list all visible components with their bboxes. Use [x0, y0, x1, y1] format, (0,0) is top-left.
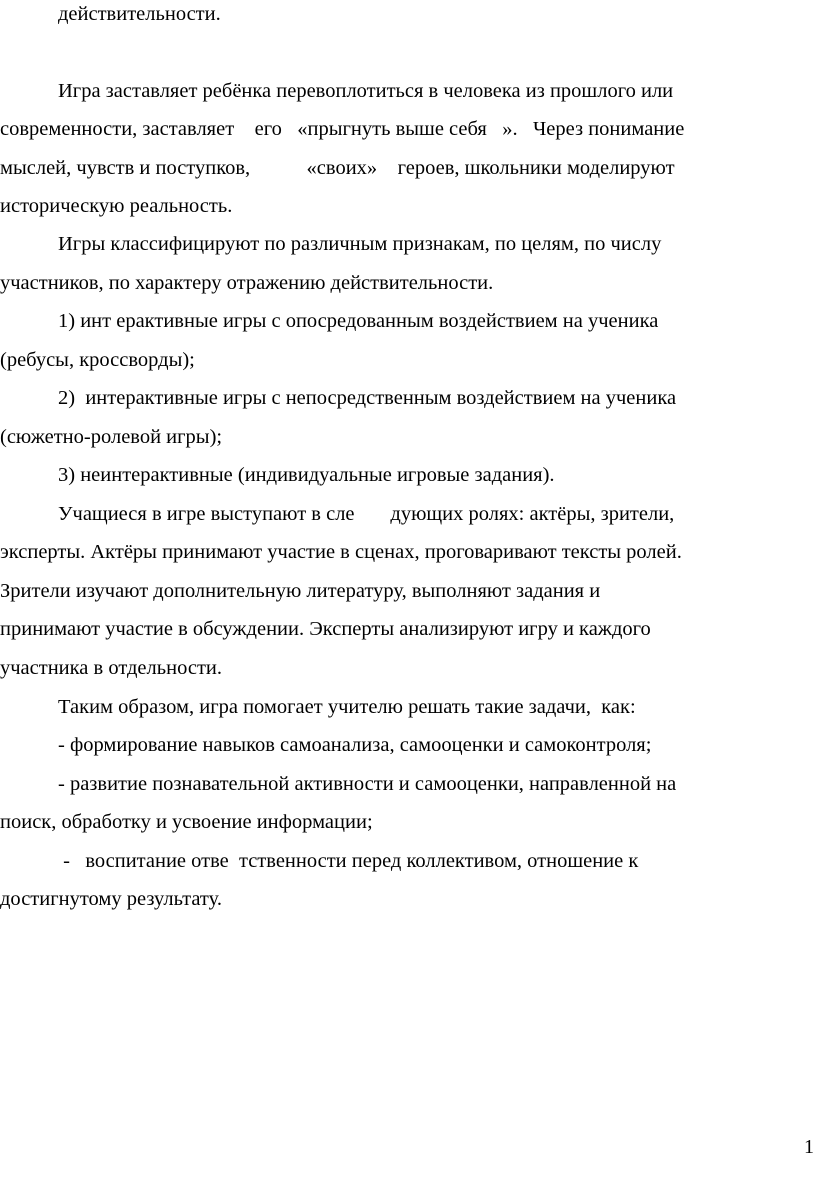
text-line: Таким образом, игра помогает учителю решать такие задачи, как: — [58, 696, 636, 718]
text-line: Учащиеся в игре выступают в сле дующих ролях: актёры, зрители, — [58, 503, 675, 525]
text-line: участника в отдельности. — [0, 657, 222, 679]
text-line: современности, заставляет его «прыгнуть выше себя ». Через понимание — [0, 118, 685, 140]
text-line: - формирование навыков самоанализа, самооценки и самоконтроля; — [58, 734, 652, 756]
text-line: - воспитание отве тственности перед коллективом, отношение к — [58, 850, 639, 872]
text-line: 2) интерактивные игры с непосредственным воздействием на ученика — [58, 387, 677, 409]
text-line: (ребусы, кроссворды); — [0, 349, 195, 371]
text-line: 1) инт ерактивные игры с опосредованным воздействием на ученика — [58, 310, 659, 332]
text-line: достигнутому результату. — [0, 888, 222, 910]
text-line: историческую реальность. — [0, 195, 233, 217]
text-line: мыслей, чувств и поступков, «своих» героев, школьники моделируют — [0, 157, 675, 179]
page-number: 1 — [804, 1136, 814, 1158]
text-line: Игры классифицируют по различным признакам, по целям, по числу — [58, 233, 662, 255]
text-line: действительности. — [58, 3, 221, 25]
text-line: поиск, обработку и усвоение информации; — [0, 811, 373, 833]
text-line: участников, по характеру отражению действительности. — [0, 272, 494, 294]
text-line: Игра заставляет ребёнка перевоплотиться в человека из прошлого или — [58, 80, 674, 102]
text-line: (сюжетно-ролевой игры); — [0, 426, 223, 448]
text-line: Зрители изучают дополнительную литературу, выполняют задания и — [0, 580, 601, 602]
text-line: эксперты. Актёры принимают участие в сценах, проговаривают тексты ролей. — [0, 541, 682, 563]
text-line: - развитие познавательной активности и самооценки, направленной на — [58, 773, 677, 795]
text-line: 3) неинтерактивные (индивидуальные игровые задания). — [58, 464, 555, 486]
text-line: принимают участие в обсуждении. Эксперты анализируют игру и каждого — [0, 618, 651, 640]
